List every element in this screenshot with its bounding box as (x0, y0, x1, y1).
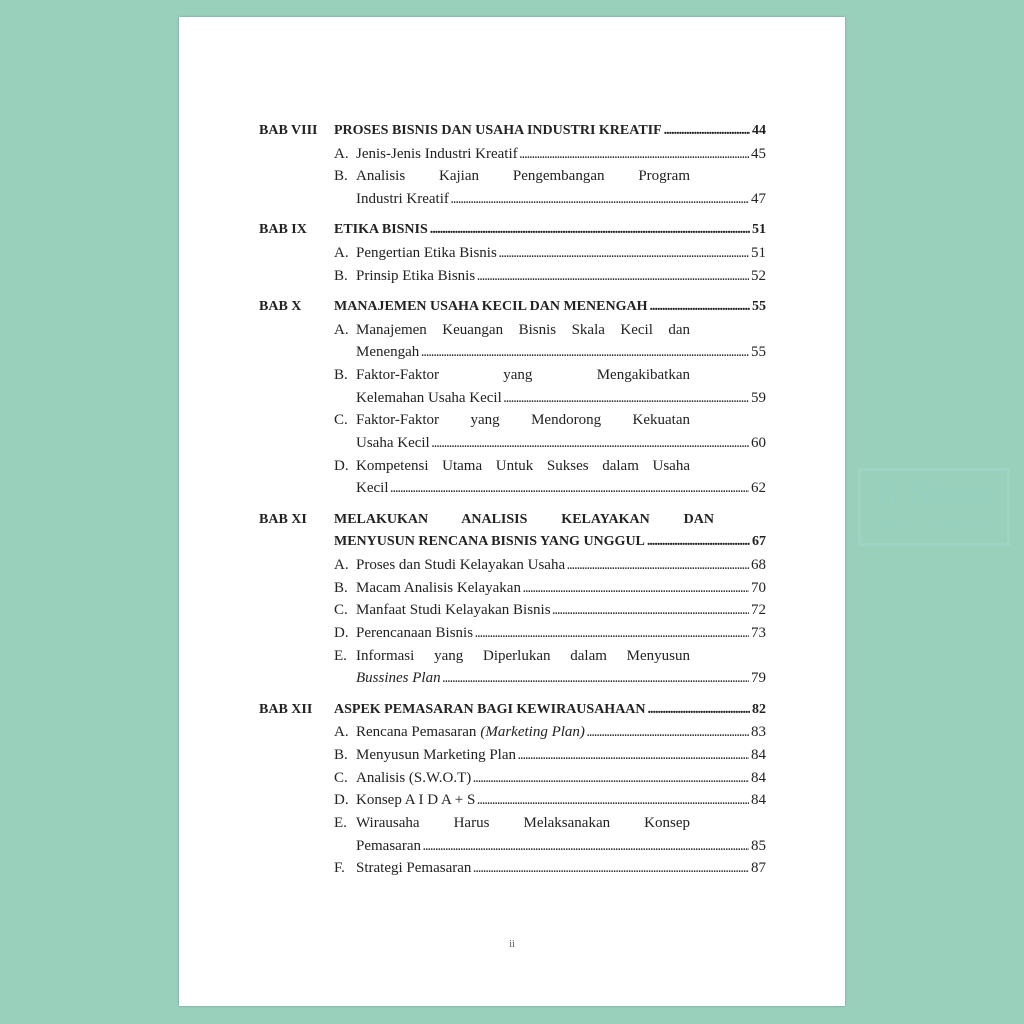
entry-letter: C. (334, 602, 348, 619)
entry-page: 73 (751, 624, 766, 641)
toc-entry-line (259, 387, 766, 410)
toc-entry-line (259, 165, 766, 188)
indent (334, 432, 356, 457)
toc-entry-line (259, 432, 766, 455)
toc-entry (334, 721, 766, 746)
dot-leader (664, 120, 750, 143)
chapter-label: BAB XI (259, 511, 307, 527)
chapter-page: 67 (752, 534, 766, 550)
entry-text: Kelemahan Usaha Kecil (356, 389, 502, 406)
chapter-line (259, 509, 766, 532)
entry-text: Wirausaha Harus Melaksanakan Konsep (356, 814, 690, 831)
dot-leader (390, 477, 749, 502)
entry-text: Rencana Pemasaran (356, 724, 477, 741)
dot-leader (432, 432, 749, 457)
entry-letter: B. (334, 267, 348, 284)
toc-entry-line (259, 188, 766, 211)
entry-text: Proses dan Studi Kelayakan Usaha (356, 556, 566, 573)
entry-letter: A. (334, 244, 349, 261)
entry-letter: D. (334, 792, 349, 809)
entry-page: 55 (751, 344, 766, 361)
dot-leader (648, 699, 750, 722)
toc-entry-line (259, 645, 766, 668)
entry-page: 62 (751, 480, 766, 497)
toc-entry (334, 645, 766, 668)
entry-page: 68 (751, 556, 766, 573)
toc-entry (334, 835, 766, 860)
watermark-tagline: ORIGINAL BOOKSTORE (872, 517, 996, 528)
entry-page: 45 (751, 145, 766, 162)
entry-letter: B. (334, 579, 348, 596)
chapter-title-text: MANAJEMEN USAHA KECIL DAN MENENGAH (334, 298, 648, 314)
watermark-logo (858, 468, 1010, 546)
entry-text: Jenis-Jenis Industri Kreatif (356, 145, 518, 162)
toc-entry-line (259, 812, 766, 835)
dot-leader (523, 577, 749, 602)
entry-text: Faktor-Faktor yang Mengakibatkan (356, 366, 690, 383)
entry-letter: D. (334, 624, 349, 641)
toc-entry (334, 622, 766, 647)
entry-letter: A. (334, 321, 349, 338)
dot-leader (520, 143, 749, 168)
dot-leader (443, 667, 749, 692)
entry-letter: B. (334, 746, 348, 763)
chapter-label: BAB VIII (259, 123, 318, 138)
toc-entry (334, 265, 766, 290)
entry-text: Faktor-Faktor yang Mendorong Kekuatan (356, 412, 690, 429)
entry-text: Pemasaran (356, 837, 421, 854)
toc-entry (334, 789, 766, 814)
toc-entry-line (259, 577, 766, 600)
entry-text: Kompetensi Utama Untuk Sukses dalam Usaha (356, 457, 690, 474)
entry-text: Bussines Plan (356, 670, 441, 687)
entry-text: Industri Kreatif (356, 191, 449, 208)
toc-entry-line (259, 242, 766, 265)
chapter-title (334, 509, 766, 532)
toc-entry-line (259, 667, 766, 690)
entry-page: 79 (751, 670, 766, 687)
toc-entry-line (259, 143, 766, 166)
chapter-line (259, 531, 766, 554)
dot-leader (504, 387, 749, 412)
entry-text: Menengah (356, 344, 420, 361)
entry-text: Perencanaan Bisnis (356, 624, 474, 641)
dot-leader (587, 721, 749, 746)
entry-text: Analisis Kajian Pengembangan Program (356, 168, 690, 185)
entry-letter: A. (334, 145, 349, 162)
toc-entry (334, 577, 766, 602)
toc-entry (334, 767, 766, 792)
chapter-title-text: PROSES BISNIS DAN USAHA INDUSTRI KREATIF (334, 123, 662, 138)
entry-page: 85 (751, 837, 766, 854)
chapter-title (334, 531, 766, 554)
toc-entry-line (259, 477, 766, 500)
toc-entry-line (259, 319, 766, 342)
chapter-title (334, 219, 766, 242)
toc-entry-line (259, 767, 766, 790)
toc-entry (334, 812, 766, 835)
entry-text: Macam Analisis Kelayakan (356, 579, 521, 596)
chapter-line (259, 699, 766, 722)
entry-text: Usaha Kecil (356, 434, 430, 451)
entry-page: 87 (751, 860, 766, 877)
toc-entry (334, 667, 766, 692)
dot-leader (477, 265, 749, 290)
entry-text: Analisis (S.W.O.T) (356, 769, 472, 786)
entry-letter: F. (334, 860, 345, 877)
indent (334, 835, 356, 860)
toc-entry-line (259, 265, 766, 288)
dot-leader (499, 242, 749, 267)
watermark-brand: R-Stats (874, 475, 994, 513)
toc-entry (334, 319, 766, 342)
entry-page: 60 (751, 434, 766, 451)
entry-page: 70 (751, 579, 766, 596)
toc-entry-line (259, 364, 766, 387)
chapter-title (334, 699, 766, 722)
indent (334, 477, 356, 502)
entry-text: Manajemen Keuangan Bisnis Skala Kecil dan (356, 321, 690, 338)
entry-text: Informasi yang Diperlukan dalam Menyusun (356, 647, 690, 664)
chapter-title-text: MENYUSUN RENCANA BISNIS YANG UNGGUL (334, 534, 645, 550)
entry-letter: D. (334, 457, 349, 474)
entry-page: 83 (751, 724, 766, 741)
dot-leader (553, 599, 749, 624)
chapter-page: 44 (752, 123, 766, 138)
entry-page: 84 (751, 769, 766, 786)
toc-entry (334, 165, 766, 188)
toc-entry-line (259, 789, 766, 812)
toc-entry (334, 143, 766, 168)
entry-text: Strategi Pemasaran (356, 860, 472, 877)
toc-entry (334, 744, 766, 769)
dot-leader (451, 188, 749, 213)
table-of-contents (259, 120, 766, 880)
chapter-page: 51 (752, 222, 766, 238)
toc-entry-line (259, 409, 766, 432)
toc-entry (334, 432, 766, 457)
entry-page: 51 (751, 244, 766, 261)
entry-page: 72 (751, 602, 766, 619)
toc-entry-line (259, 341, 766, 364)
toc-entry (334, 455, 766, 478)
entry-page: 47 (751, 191, 766, 208)
toc-entry-line (259, 455, 766, 478)
chapter-title-text: MELAKUKAN ANALISIS KELAYAKAN DAN (334, 511, 714, 527)
toc-entry (334, 857, 766, 882)
dot-leader (473, 767, 749, 792)
chapter-page: 82 (752, 701, 766, 717)
entry-text: Manfaat Studi Kelayakan Bisnis (356, 602, 551, 619)
dot-leader (647, 531, 750, 554)
dot-leader (475, 622, 749, 647)
entry-text: Menyusun Marketing Plan (356, 746, 516, 763)
entry-text: Kecil (356, 480, 389, 497)
chapter-title (334, 296, 766, 319)
entry-letter: A. (334, 724, 349, 741)
entry-text: Pengertian Etika Bisnis (356, 244, 497, 261)
entry-letter: B. (334, 366, 348, 383)
chapter-line (259, 296, 766, 319)
toc-entry (334, 387, 766, 412)
toc-entry (334, 477, 766, 502)
entry-page: 84 (751, 746, 766, 763)
entry-text-italic: (Marketing Plan) (480, 724, 585, 741)
toc-entry (334, 364, 766, 387)
toc-entry (334, 188, 766, 213)
indent (334, 188, 356, 213)
toc-entry (334, 599, 766, 624)
toc-entry-line (259, 835, 766, 858)
entry-page: 52 (751, 267, 766, 284)
entry-letter: E. (334, 647, 347, 664)
dot-leader (430, 219, 750, 242)
toc-entry-line (259, 622, 766, 645)
entry-letter: C. (334, 769, 348, 786)
entry-letter: E. (334, 814, 347, 831)
dot-leader (423, 835, 749, 860)
chapter-label: BAB X (259, 298, 302, 314)
dot-leader (567, 554, 749, 579)
dot-leader (473, 857, 749, 882)
document-page (179, 17, 845, 1006)
toc-entry (334, 409, 766, 432)
indent (334, 387, 356, 412)
toc-entry (334, 554, 766, 579)
toc-entry-line (259, 744, 766, 767)
entry-letter: B. (334, 168, 348, 185)
dot-leader (477, 789, 749, 814)
entry-letter: C. (334, 412, 348, 429)
toc-entry-line (259, 554, 766, 577)
entry-letter: A. (334, 556, 349, 573)
toc-entry-line (259, 721, 766, 744)
dot-leader (421, 341, 749, 366)
entry-page: 59 (751, 389, 766, 406)
toc-entry-line (259, 857, 766, 880)
toc-entry (334, 242, 766, 267)
chapter-title-text: ASPEK PEMASARAN BAGI KEWIRAUSAHAAN (334, 701, 646, 717)
dot-leader (649, 296, 750, 319)
chapter-title-text: ETIKA BISNIS (334, 222, 428, 238)
toc-entry (334, 341, 766, 366)
indent (334, 341, 356, 366)
chapter-page: 55 (752, 298, 766, 314)
chapter-label: BAB IX (259, 222, 307, 238)
entry-text: Konsep A I D A + S (356, 792, 476, 809)
dot-leader (518, 744, 749, 769)
entry-text: Prinsip Etika Bisnis (356, 267, 476, 284)
chapter-line (259, 120, 766, 143)
toc-entry-line (259, 599, 766, 622)
chapter-label: BAB XII (259, 701, 313, 717)
entry-page: 84 (751, 792, 766, 809)
indent (334, 667, 356, 692)
chapter-title (334, 120, 766, 143)
page-number: ii (509, 939, 515, 950)
chapter-line (259, 219, 766, 242)
